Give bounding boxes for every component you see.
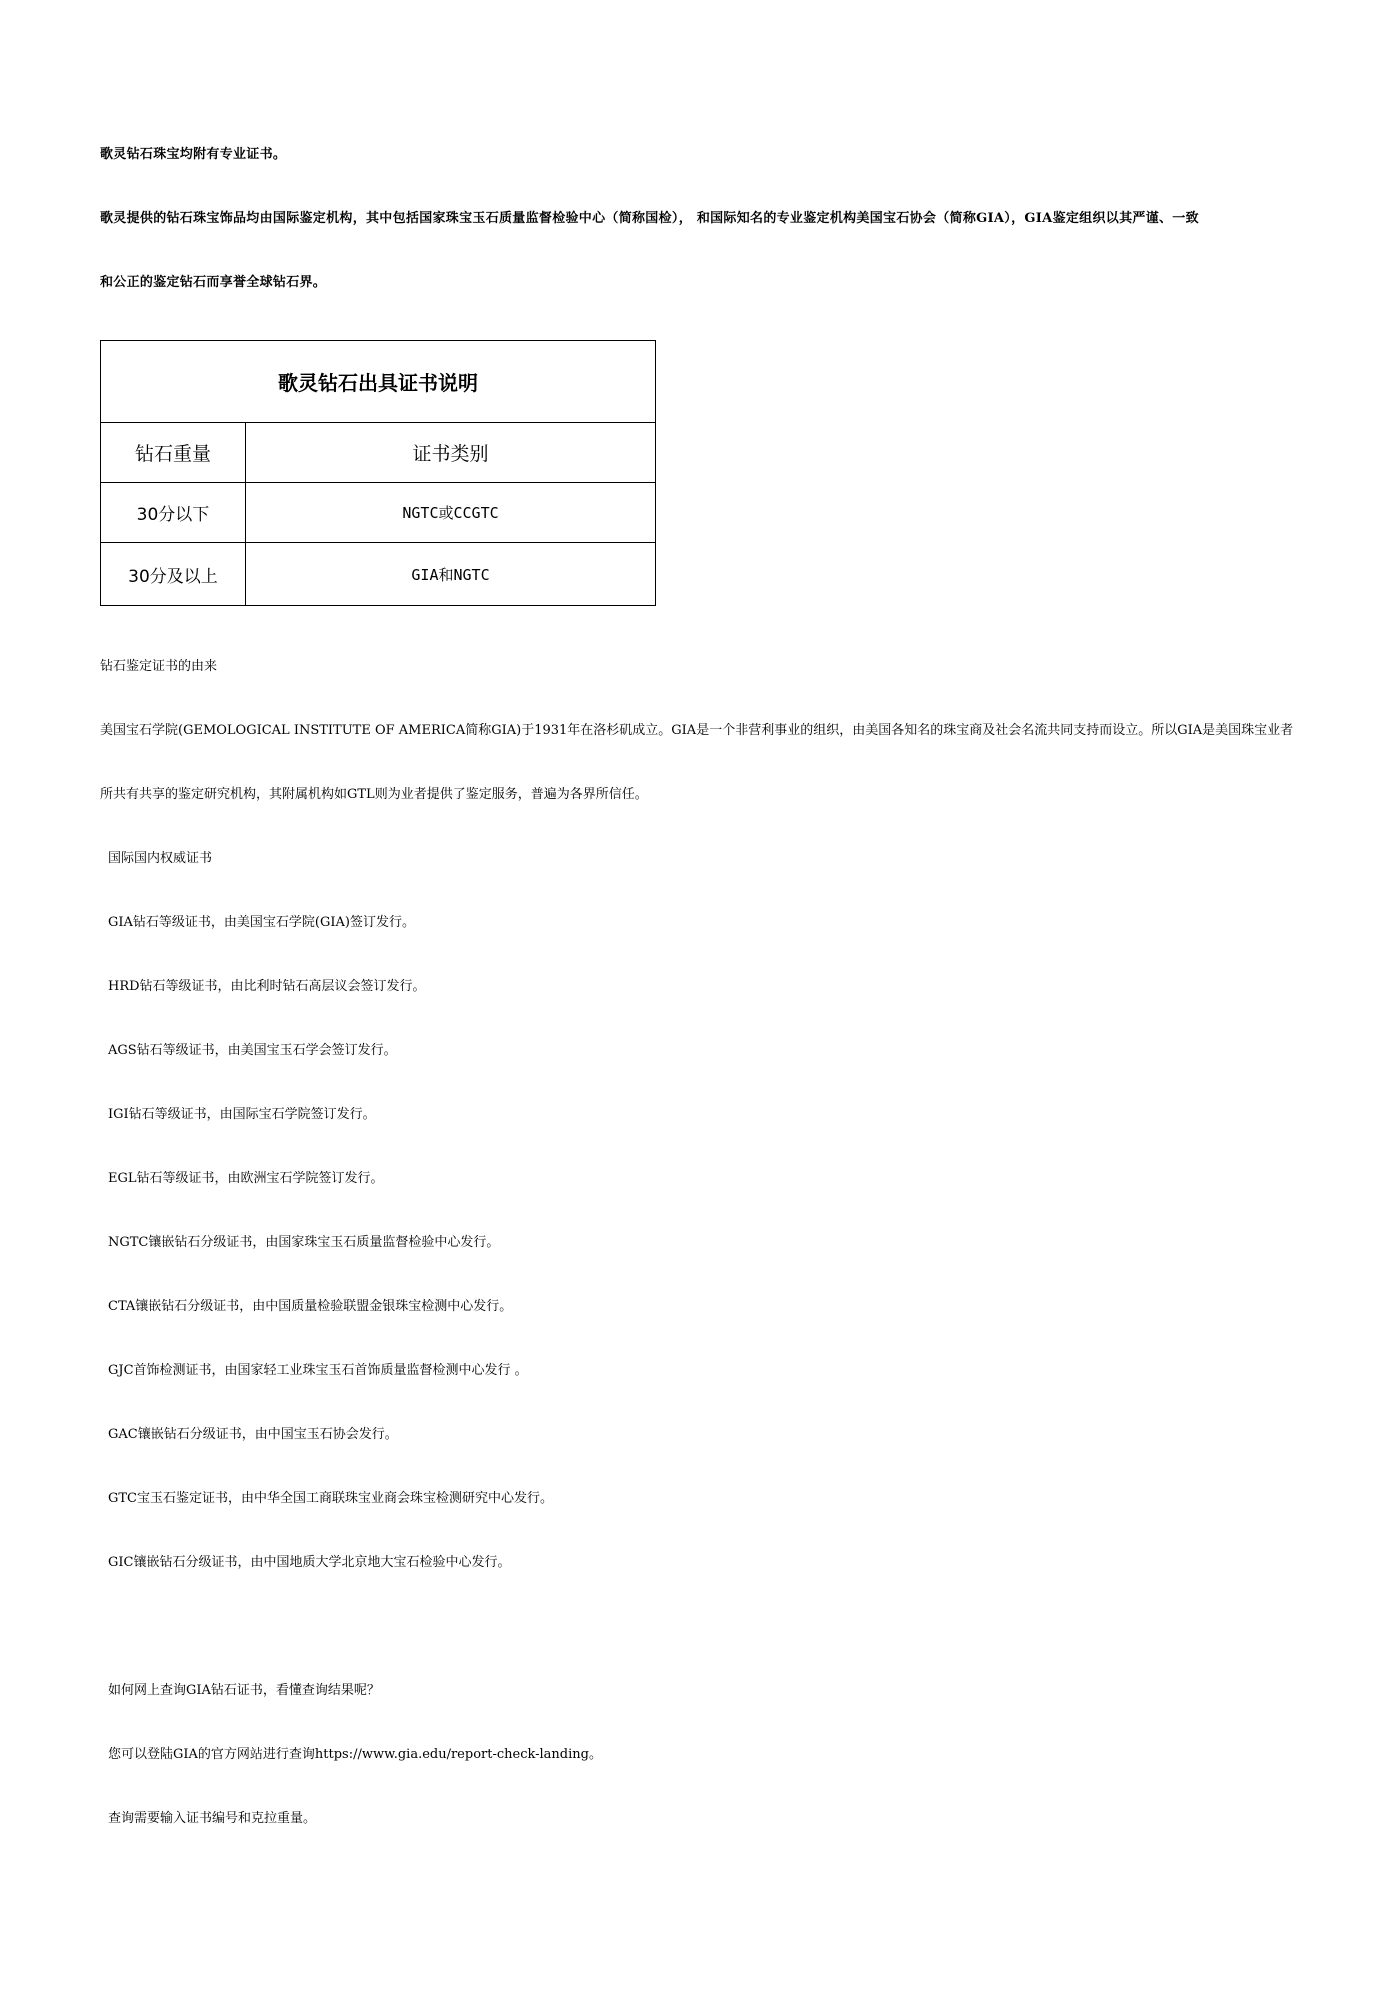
table-row <box>101 543 655 605</box>
table-row <box>101 483 655 543</box>
intro-line-3: 和公正的鉴定钻石而享誉全球钻石界。 <box>100 275 327 290</box>
column-header-weight: 钻石重量 <box>134 443 211 465</box>
list-item: IGI钻石等级证书，由国际宝石学院签订发行。 <box>108 1107 376 1122</box>
origin-line-2: 所共有共享的鉴定研究机构，其附属机构如GTL则为业者提供了鉴定服务，普遍为各界所信任。 <box>100 787 648 802</box>
list-item: GJC首饰检测证书，由国家轻工业珠宝玉石首饰质量监督检测中心发行 。 <box>108 1363 528 1378</box>
table-header-row <box>101 423 655 483</box>
query-question: 如何网上查询GIA钻石证书，看懂查询结果呢？ <box>108 1683 380 1698</box>
query-line-1: 您可以登陆GIA的官方网站进行查询https://www.gia.edu/report-check-landing。 <box>108 1747 602 1762</box>
column-header-certificate-type: 证书类别 <box>412 443 489 465</box>
origin-heading: 钻石鉴定证书的由来 <box>100 659 218 674</box>
table-cell-weight: 30分以下 <box>136 505 210 525</box>
list-item: AGS钻石等级证书，由美国宝玉石学会签订发行。 <box>108 1043 397 1058</box>
origin-line-1: 美国宝石学院(GEMOLOGICAL INSTITUTE OF AMERICA简称GIA)于1931年在洛杉矶成立。GIA是一个非营利事业的组织，由美国各知名的珠宝商及社会名流共同支持而设立。所以GIA是美国珠宝业者 <box>100 723 1294 738</box>
list-item: HRD钻石等级证书，由比利时钻石高层议会签订发行。 <box>108 979 426 994</box>
list-item: NGTC镶嵌钻石分级证书，由国家珠宝玉石质量监督检验中心发行。 <box>108 1235 500 1250</box>
table-cell-certificate: NGTC或CCGTC <box>402 504 499 522</box>
list-item: GIC镶嵌钻石分级证书，由中国地质大学北京地大宝石检验中心发行。 <box>108 1555 511 1570</box>
intro-line-1: 歌灵钻石珠宝均附有专业证书。 <box>100 147 287 162</box>
list-item: GIA钻石等级证书，由美国宝石学院(GIA)签订发行。 <box>108 915 415 930</box>
certificate-table <box>100 340 656 606</box>
table-title-row <box>101 341 655 423</box>
query-line-2: 查询需要输入证书编号和克拉重量。 <box>108 1811 317 1826</box>
list-item: EGL钻石等级证书，由欧洲宝石学院签订发行。 <box>108 1171 384 1186</box>
list-item: CTA镶嵌钻石分级证书，由中国质量检验联盟金银珠宝检测中心发行。 <box>108 1299 513 1314</box>
list-item: GAC镶嵌钻石分级证书，由中国宝玉石协会发行。 <box>108 1427 398 1442</box>
table-cell-certificate: GIA和NGTC <box>411 565 490 584</box>
list-item: GTC宝玉石鉴定证书，由中华全国工商联珠宝业商会珠宝检测研究中心发行。 <box>108 1491 554 1506</box>
table-title: 歌灵钻石出具证书说明 <box>278 371 478 395</box>
authority-heading: 国际国内权威证书 <box>108 851 213 866</box>
table-cell-weight: 30分及以上 <box>128 566 218 587</box>
intro-line-2: 歌灵提供的钻石珠宝饰品均由国际鉴定机构，其中包括国家珠宝玉石质量监督检验中心（简称国检）， 和国际知名的专业鉴定机构美国宝石协会（简称GIA），GIA鉴定组织以其严谨、一致 <box>100 211 1199 226</box>
